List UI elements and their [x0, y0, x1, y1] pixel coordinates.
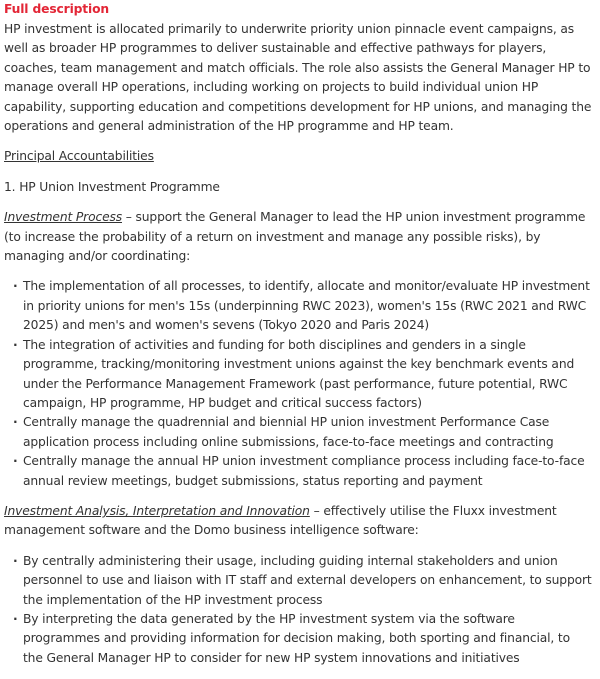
analysis-bullet-list: [4, 552, 592, 668]
list-item: · Centrally manage the quadrennial and biennial HP union investment Performance Case application process including online submissions, face-to-face meetings and contracting: [23, 413, 592, 452]
job-description: [0, 1, 600, 668]
section-heading: Full description: [4, 2, 109, 16]
process-text: – support the General Manager to lead the HP union investment programme (to increase the probability of a return on investment and manage any possible risks), by managing and/or coordinating:: [4, 210, 586, 264]
process-bullet-list: [4, 277, 592, 490]
process-label: Investment Process: [4, 210, 122, 225]
intro-paragraph: HP investment is allocated primarily to underwrite priority union pinnacle event campaigns, as well as broader HP programmes to deliver sustainable and effective pathways for players, coaches, team management and match officials. The role also assists the General Manager HP to manage overall HP operations, including working on projects to build individual union HP capability, supporting education and competitions development for HP unions, and managing the operations and general administration of the HP programme and HP team.: [4, 22, 592, 134]
analysis-text: – effectively utilise the Fluxx investment management software and the Domo business intelligence software:: [4, 503, 557, 538]
accountabilities-title: [4, 147, 592, 166]
list-item: · By interpreting the data generated by the HP investment system via the software programmes and providing information for decision making, both sporting and financial, to the General Manager HP to consider for new HP system innovations and initiatives: [23, 610, 592, 668]
list-item: · The integration of activities and funding for both disciplines and genders in a single programme, tracking/monitoring investment unions against the key benchmark events and under the Performance Management Framework (past performance, future potential, RWC campaign, HP programme, HP budget and critical success factors): [23, 336, 592, 414]
accountabilities-title-text: Principal Accountabilities: [4, 149, 154, 164]
section1-title: 1. HP Union Investment Programme: [4, 179, 220, 194]
analysis-paragraph: [4, 502, 592, 541]
analysis-label: Investment Analysis, Interpretation and Innovation: [4, 503, 310, 518]
list-item: · Centrally manage the annual HP union investment compliance process including face-to-face annual review meetings, budget submissions, status reporting and payment: [23, 452, 592, 491]
list-item: · By centrally administering their usage, including guiding internal stakeholders and union personnel to use and liaison with IT staff and external developers on enhancement, to support the implementation of the HP investment process: [23, 552, 592, 610]
process-paragraph: [4, 208, 592, 266]
list-item: · The implementation of all processes, to identify, allocate and monitor/evaluate HP investment in priority unions for men's 15s (underpinning RWC 2023), women's 15s (RWC 2021 and RWC 2025) and men's and women's sevens (Tokyo 2020 and Paris 2024): [23, 277, 592, 335]
